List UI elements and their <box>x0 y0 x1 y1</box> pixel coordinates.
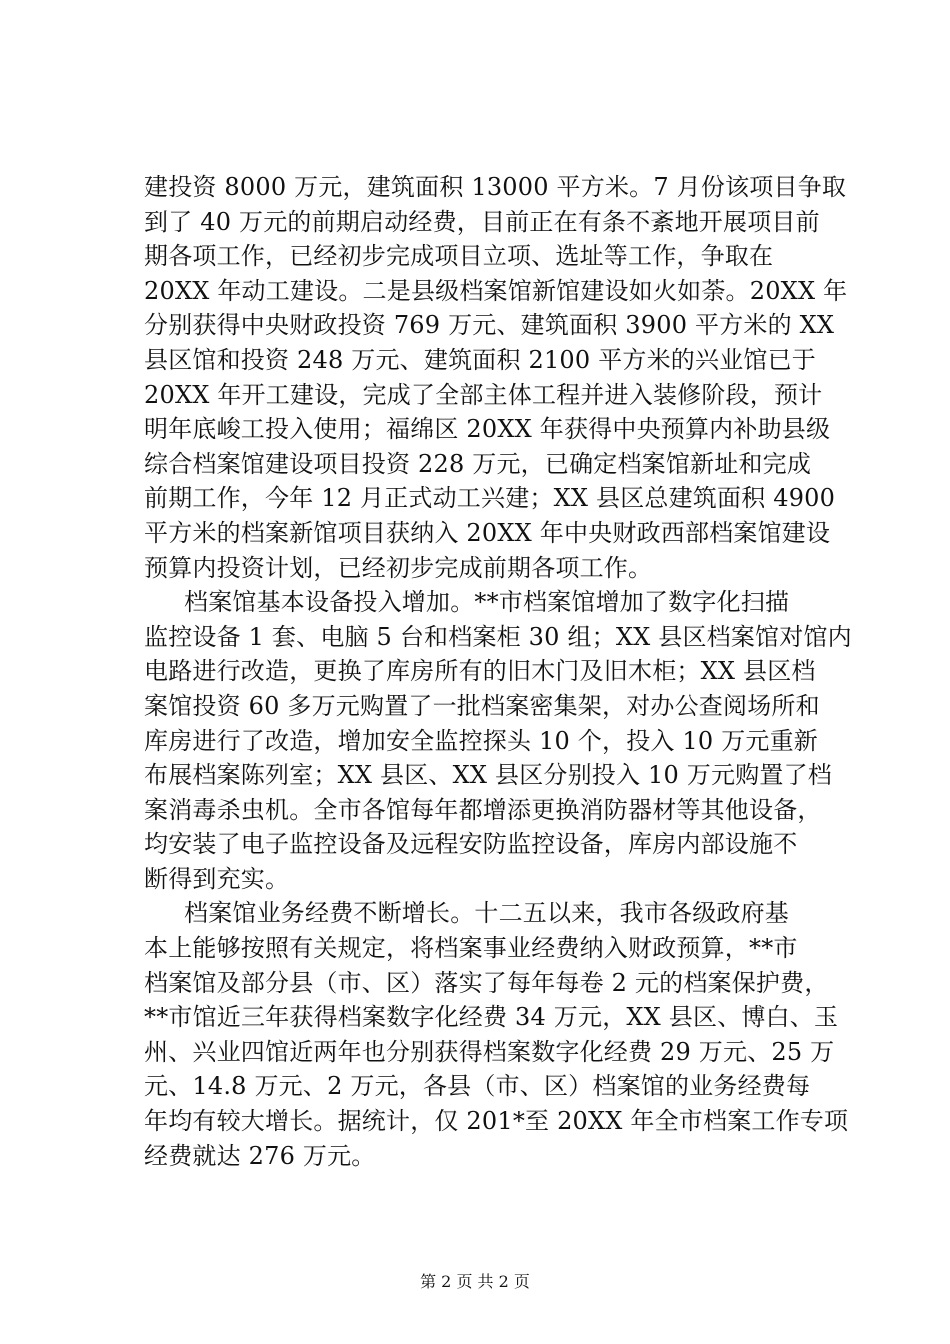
text-line: 明年底峻工投入使用；福绵区 20XX 年获得中央预算内补助县级 <box>144 415 831 444</box>
text-line: 前期工作，今年 12 月正式动工兴建；XX 县区总建筑面积 4900 <box>144 484 836 513</box>
text-line: 州、兴业四馆近两年也分别获得档案数字化经费 29 万元、25 万 <box>144 1037 835 1066</box>
page-number-footer: 第 2 页 共 2 页 <box>420 1272 530 1291</box>
text-line: 经费就达 276 万元。 <box>144 1141 376 1170</box>
text-line: 预算内投资计划，已经初步完成前期各项工作。 <box>144 553 653 582</box>
text-line: 综合档案馆建设项目投资 228 万元，已确定档案馆新址和完成 <box>144 449 812 478</box>
text-line: 电路进行改造，更换了库房所有的旧木门及旧木柜；XX 县区档 <box>144 657 816 686</box>
text-line: 本上能够按照有关规定，将档案事业经费纳入财政预算，**市 <box>144 934 798 963</box>
text-line: 布展档案陈列室；XX 县区、XX 县区分别投入 10 万元购置了档 <box>144 761 832 790</box>
text-line: 档案馆及部分县（市、区）落实了每年每卷 2 元的档案保护费， <box>144 968 829 997</box>
text-line: 断得到充实。 <box>144 864 290 893</box>
text-line: 平方米的档案新馆项目获纳入 20XX 年中央财政西部档案馆建设 <box>144 518 831 547</box>
text-line: **市馆近三年获得档案数字化经费 34 万元，XX 县区、博白、玉 <box>144 1003 839 1032</box>
text-line: 期各项工作，已经初步完成项目立项、选址等工作，争取在 <box>144 242 774 271</box>
paragraph-start-line: 档案馆基本设备投入增加。**市档案馆增加了数字化扫描 <box>184 588 790 617</box>
text-line: 监控设备 1 套、电脑 5 台和档案柜 30 组；XX 县区档案馆对馆内 <box>144 622 852 651</box>
text-line: 案消毒杀虫机。全市各馆每年都增添更换消防器材等其他设备， <box>144 795 822 824</box>
text-line: 建投资 8000 万元，建筑面积 13000 平方米。7 月份该项目争取 <box>144 173 847 201</box>
document-body <box>144 170 852 1173</box>
text-line: 20XX 年动工建设。二是县级档案馆新馆建设如火如荼。20XX 年 <box>144 276 848 305</box>
text-line: 县区馆和投资 248 万元、建筑面积 2100 平方米的兴业馆已于 <box>144 345 817 374</box>
text-line: 案馆投资 60 多万元购置了一批档案密集架，对办公查阅场所和 <box>144 691 820 720</box>
text-line: 20XX 年开工建设，完成了全部主体工程并进入装修阶段，预计 <box>144 380 823 409</box>
text-line: 年均有较大增长。据统计，仅 201*至 20XX 年全市档案工作专项 <box>144 1107 849 1136</box>
text-line: 元、14.8 万元、2 万元，各县（市、区）档案馆的业务经费每 <box>144 1072 811 1101</box>
text-line: 分别获得中央财政投资 769 万元、建筑面积 3900 平方米的 XX <box>144 311 835 340</box>
text-line: 到了 40 万元的前期启动经费，目前正在有条不紊地开展项目前 <box>144 207 820 236</box>
text-line: 均安装了电子监控设备及远程安防监控设备，库房内部设施不 <box>144 830 798 859</box>
paragraph-start-line: 档案馆业务经费不断增长。十二五以来，我市各级政府基 <box>184 899 789 928</box>
text-line: 库房进行了改造，增加安全监控探头 10 个，投入 10 万元重新 <box>144 726 818 755</box>
